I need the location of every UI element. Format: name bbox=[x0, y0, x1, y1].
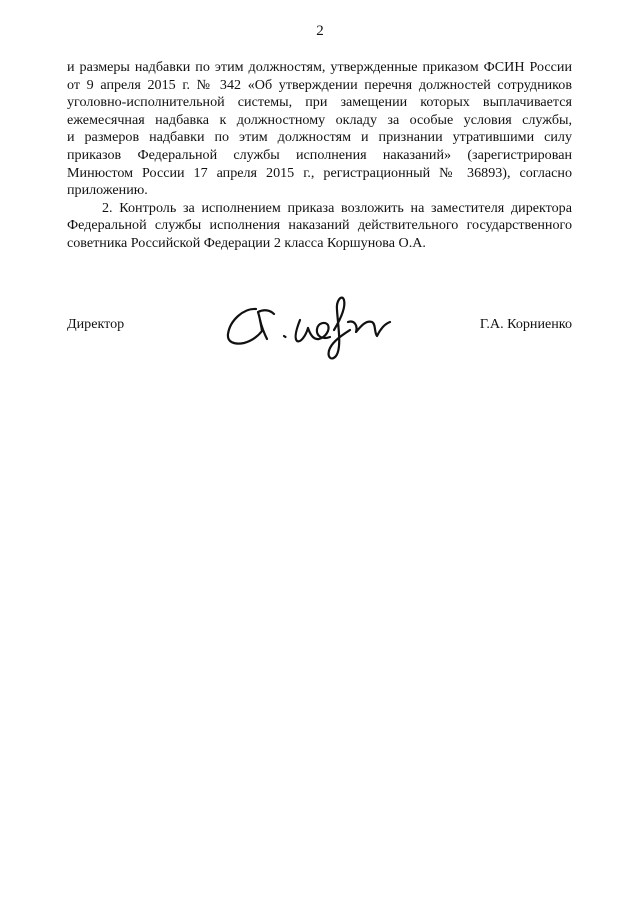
page-number: 2 bbox=[316, 23, 324, 39]
text-line: приказов Федеральной службы исполнения наказаний» (зарегистрирован bbox=[67, 146, 572, 163]
signatory-name: Г.А. Корниенко bbox=[479, 316, 572, 332]
signatory-title: Директор bbox=[67, 316, 125, 332]
signature-block bbox=[67, 290, 572, 370]
text-line: и размеров надбавки по этим должностям и признании утратившими силу bbox=[67, 129, 572, 146]
text-line: приложению. bbox=[67, 182, 148, 199]
text-line: уголовно-исполнительной системы, при замещении которых выплачивается bbox=[67, 94, 572, 111]
text-line: от 9 апреля 2015 г. № 342 «Об утверждении перечня должностей сотрудников bbox=[67, 76, 572, 93]
text-line: советника Российской Федерации 2 класса Коршунова О.А. bbox=[67, 234, 426, 251]
paragraph-2 bbox=[67, 200, 572, 253]
text-line: Федеральной службы исполнения наказаний действительного государственного bbox=[67, 217, 572, 234]
paragraph-1 bbox=[67, 59, 572, 200]
text-line: и размеры надбавки по этим должностям, утвержденные приказом ФСИН России bbox=[67, 59, 572, 75]
document-body bbox=[67, 59, 572, 253]
text-line: ежемесячная надбавка к должностному окладу за особые условия службы, bbox=[67, 111, 572, 128]
text-line: 2. Контроль за исполнением приказа возложить на заместителя директора bbox=[102, 199, 572, 216]
handwritten-signature bbox=[222, 290, 402, 365]
text-line: Минюстом России 17 апреля 2015 г., регистрационный № 36893), согласно bbox=[67, 164, 572, 181]
